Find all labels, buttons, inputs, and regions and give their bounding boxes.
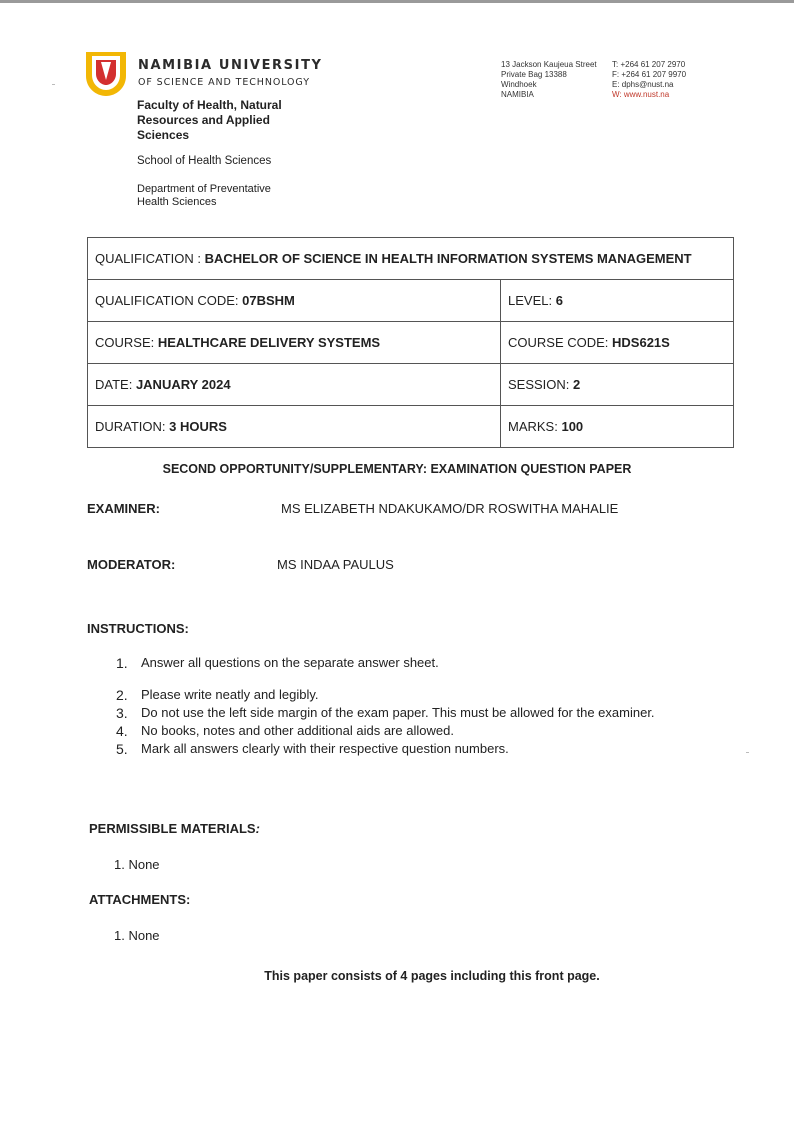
contact-block — [612, 60, 686, 100]
examiner-label: EXAMINER: — [87, 501, 160, 516]
qualification-label: QUALIFICATION : — [95, 251, 205, 266]
permissible-materials-text: PERMISSIBLE MATERIALS — [89, 821, 256, 836]
list-text: Mark all answers clearly with their respective question numbers. — [141, 741, 509, 756]
list-text: Answer all questions on the separate answer sheet. — [141, 655, 439, 670]
university-subtitle: OF SCIENCE AND TECHNOLOGY — [138, 77, 310, 88]
session-label: SESSION: — [508, 377, 574, 392]
address-line: Windhoek — [501, 80, 537, 89]
department-name: Department of Preventative Health Sciences — [137, 183, 271, 208]
date-label: DATE: — [95, 377, 136, 392]
qualification-value: BACHELOR OF SCIENCE IN HEALTH INFORMATION SYSTEMS MANAGEMENT — [204, 251, 692, 266]
fax-line: F: +264 61 207 9970 — [612, 70, 687, 79]
address-line: Private Bag 13388 — [501, 70, 567, 79]
paper-title: SECOND OPPORTUNITY/SUPPLEMENTARY: EXAMINATION QUESTION PAPER — [162, 462, 632, 476]
level-cell — [501, 280, 734, 322]
qualification-code-value: 07BSHM — [242, 293, 295, 308]
duration-value: 3 HOURS — [169, 419, 227, 434]
faculty-name: Faculty of Health, Natural Resources and Applied Sciences — [137, 98, 282, 142]
email-line: E: dphs@nust.na — [612, 80, 674, 89]
nust-logo-icon — [84, 50, 128, 98]
course-code-value: HDS621S — [612, 335, 670, 350]
table-row — [88, 364, 734, 406]
course-value: HEALTHCARE DELIVERY SYSTEMS — [157, 335, 381, 350]
university-name: NAMIBIA UNIVERSITY — [138, 58, 323, 73]
qualification-code-label: QUALIFICATION CODE: — [95, 293, 243, 308]
list-item — [116, 654, 696, 672]
attachments-label: ATTACHMENTS: — [89, 892, 191, 907]
course-code-cell — [501, 322, 734, 364]
level-value: 6 — [555, 293, 563, 308]
address-line: NAMIBIA — [501, 90, 534, 99]
moderator-value: MS INDAA PAULUS — [277, 557, 394, 572]
qualification-cell — [88, 238, 734, 280]
list-item — [116, 740, 696, 758]
table-row — [88, 406, 734, 448]
list-text: Please write neatly and legibly. — [141, 687, 319, 702]
scan-speck — [746, 752, 749, 753]
exam-info-table — [87, 237, 734, 448]
examiner-value: MS ELIZABETH NDAKUKAMO/DR ROSWITHA MAHALIE — [281, 501, 619, 516]
page-count-note: This paper consists of 4 pages including this front page. — [264, 969, 600, 983]
attachments-item: 1. None — [114, 928, 160, 943]
list-item — [116, 704, 696, 722]
table-row — [88, 238, 734, 280]
permissible-materials-colon: : — [255, 821, 260, 836]
list-text: No books, notes and other additional aids are allowed. — [141, 723, 454, 738]
level-label: LEVEL: — [508, 293, 556, 308]
list-number: 2. — [116, 687, 128, 703]
phone-line: T: +264 61 207 2970 — [612, 60, 686, 69]
list-number: 3. — [116, 705, 128, 721]
instructions-label: INSTRUCTIONS: — [87, 621, 189, 636]
list-item — [116, 686, 696, 704]
address-block — [501, 60, 597, 100]
list-number: 1. — [116, 655, 128, 671]
list-number: 4. — [116, 723, 128, 739]
address-line: 13 Jackson Kaujeua Street — [501, 60, 597, 69]
marks-value: 100 — [561, 419, 584, 434]
course-cell — [88, 322, 501, 364]
date-cell — [88, 364, 501, 406]
session-value: 2 — [573, 377, 581, 392]
date-value: JANUARY 2024 — [135, 377, 231, 392]
course-label: COURSE: — [95, 335, 158, 350]
moderator-label: MODERATOR: — [87, 557, 176, 572]
table-row — [88, 322, 734, 364]
list-text: Do not use the left side margin of the exam paper. This must be allowed for the examiner. — [141, 705, 655, 720]
table-row — [88, 280, 734, 322]
duration-label: DURATION: — [95, 419, 170, 434]
marks-cell — [501, 406, 734, 448]
session-cell — [501, 364, 734, 406]
scan-speck — [52, 84, 55, 85]
qualification-code-cell — [88, 280, 501, 322]
website-line: W: www.nust.na — [612, 90, 670, 99]
permissible-materials-label — [89, 821, 260, 836]
course-code-label: COURSE CODE: — [508, 335, 613, 350]
marks-label: MARKS: — [508, 419, 562, 434]
list-number: 5. — [116, 741, 128, 757]
instructions-list — [116, 654, 696, 758]
school-name: School of Health Sciences — [137, 155, 272, 167]
list-item — [116, 722, 696, 740]
duration-cell — [88, 406, 501, 448]
top-border-rule — [0, 0, 794, 3]
permissible-materials-item: 1. None — [114, 857, 160, 872]
